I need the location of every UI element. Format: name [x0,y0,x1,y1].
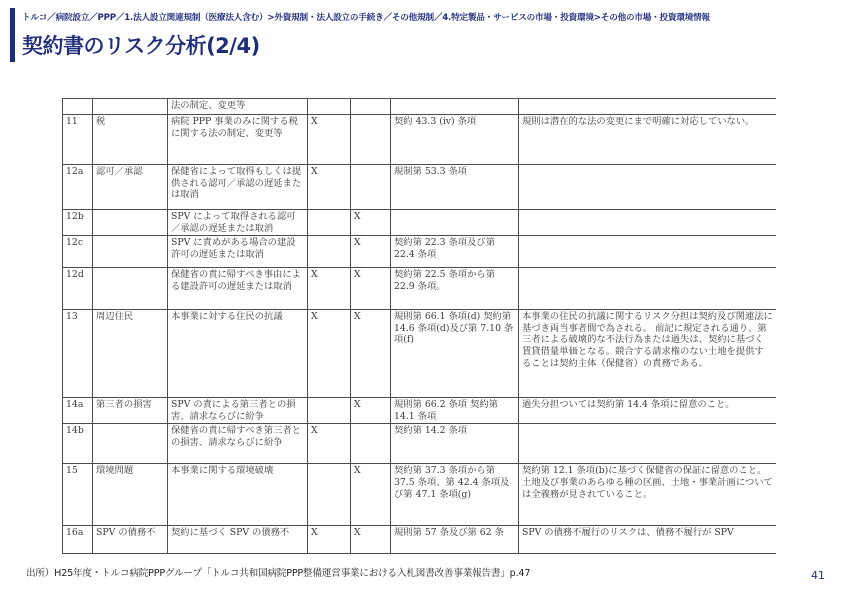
risk-category-cell: 税 [93,115,168,165]
risk-description-cell: 保健省の責に帰すべき第三者との損害、請求ならびに紛争 [168,424,308,464]
risk-description-cell: 本事業に対する住民の抗議 [168,310,308,398]
burden-ministry-mark-cell: X [308,268,351,310]
burden-spv-mark-cell: X [351,310,391,398]
table-row [63,398,777,424]
risk-description-cell: 法の制定、変更等 [168,99,308,115]
risk-category-cell: 環境問題 [93,464,168,526]
table-row [63,268,777,310]
risk-description-cell: 病院 PPP 事業のみに関する税に関する法の制定、変更等 [168,115,308,165]
page-number: 41 [811,569,825,582]
table-row [63,526,777,554]
burden-spv-mark-cell [351,165,391,210]
risk-category-cell: 認可／承認 [93,165,168,210]
clause-reference-cell: 規則第 66.1 条項(d) 契約第 14.6 条項(d)及び第 7.10 条項(f) [391,310,519,398]
breadcrumb: トルコ／病院設立／PPP／1.法人設立関連規制（医療法人含む）>外資規制・法人設立の手続き／その他規制／4.特定製品・サービスの市場・投資環境>その他の市場・投資環境情報 [22,13,710,23]
risk-number-cell: 15 [63,464,93,526]
title-accent-bar [10,8,15,62]
risk-category-cell [93,424,168,464]
clause-reference-cell [391,210,519,236]
risk-description-cell: SPV によって取得される認可／承認の遅延または取消 [168,210,308,236]
remarks-cell: 本事業の住民の抗議に関するリスク分担は契約及び関連法に基づき両当事者間で為される。 前記に規定される通り、第三者による破壊的な不法行為または過失は、契約に基づく賃貸借量単価となる。競合する請求権のない土地を提供することは契約主体（保健省）の責務である。 [519,310,777,398]
burden-spv-mark-cell [351,424,391,464]
burden-spv-mark-cell: X [351,464,391,526]
clause-reference-cell [391,99,519,115]
remarks-cell [519,165,777,210]
risk-number-cell: 12c [63,236,93,268]
burden-ministry-mark-cell: X [308,115,351,165]
risk-number-cell: 12b [63,210,93,236]
risk-description-cell: 保健省によって取得もしくは提供される認可／承認の遅延または取消 [168,165,308,210]
risk-analysis-table [62,98,776,554]
risk-description-cell: 本事業に関する環境破壊 [168,464,308,526]
burden-spv-mark-cell: X [351,236,391,268]
risk-number-cell: 13 [63,310,93,398]
risk-category-cell: 周辺住民 [93,310,168,398]
remarks-cell: SPV の債務不履行のリスクは、債務不履行が SPV [519,526,777,554]
scanned-table-image [62,98,776,554]
clause-reference-cell: 契約第 22.5 条項から第 22.9 条項。 [391,268,519,310]
table-row [63,165,777,210]
page-title: 契約書のリスク分析(2/4) [22,34,260,58]
risk-number-cell: 11 [63,115,93,165]
risk-description-cell: SPV に責めがある場合の建設許可の遅延または取消 [168,236,308,268]
clause-reference-cell: 規則第 57 条及び第 62 条 [391,526,519,554]
clause-reference-cell: 規制第 53.3 条項 [391,165,519,210]
clause-reference-cell: 契約 43.3 (iv) 条項 [391,115,519,165]
burden-spv-mark-cell: X [351,268,391,310]
risk-number-cell: 12d [63,268,93,310]
remarks-cell: 契約第 12.1 条項(b)に基づく保健省の保証に留意のこと。 土地及び事業のあらゆる種の区画、土地・事業計画については全義務が見されていること。 [519,464,777,526]
risk-number-cell: 14b [63,424,93,464]
burden-ministry-mark-cell [308,464,351,526]
remarks-cell [519,236,777,268]
table-row [63,236,777,268]
burden-ministry-mark-cell: X [308,310,351,398]
risk-category-cell [93,210,168,236]
risk-description-cell: 保健省の責に帰すべき事由による建設許可の遅延または取消 [168,268,308,310]
remarks-cell: 規則は潜在的な法の変更にまで明確に対応していない。 [519,115,777,165]
remarks-cell: 過失分担ついては契約第 14.4 条項に留意のこと。 [519,398,777,424]
table-row [63,424,777,464]
risk-number-cell: 14a [63,398,93,424]
risk-number-cell [63,99,93,115]
risk-description-cell: SPV の責による第三者との損害、請求ならびに紛争 [168,398,308,424]
risk-category-cell: SPV の債務不 [93,526,168,554]
table-row [63,99,777,115]
table-row [63,464,777,526]
remarks-cell [519,268,777,310]
risk-description-cell: 契約に基づく SPV の債務不 [168,526,308,554]
burden-spv-mark-cell: X [351,210,391,236]
remarks-cell [519,99,777,115]
remarks-cell [519,424,777,464]
burden-ministry-mark-cell: X [308,165,351,210]
risk-category-cell [93,99,168,115]
clause-reference-cell: 契約第 14.2 条項 [391,424,519,464]
risk-category-cell [93,268,168,310]
burden-ministry-mark-cell: X [308,526,351,554]
clause-reference-cell: 規則第 66.2 条項 契約第 14.1 条項 [391,398,519,424]
burden-ministry-mark-cell [308,236,351,268]
burden-spv-mark-cell: X [351,398,391,424]
source-note: 出所）H25年度・トルコ病院PPPグループ「トルコ共和国病院PPP整備運営事業における入札図書改善事業報告書」p.47 [26,568,531,579]
clause-reference-cell: 契約第 37.3 条項から第 37.5 条項、第 42.4 条項及び第 47.1 条項(g) [391,464,519,526]
clause-reference-cell: 契約第 22.3 条項及び第 22.4 条項 [391,236,519,268]
table-row [63,210,777,236]
burden-ministry-mark-cell: X [308,424,351,464]
burden-ministry-mark-cell [308,398,351,424]
table-row [63,310,777,398]
burden-ministry-mark-cell [308,99,351,115]
burden-spv-mark-cell [351,115,391,165]
risk-number-cell: 12a [63,165,93,210]
remarks-cell [519,210,777,236]
risk-category-cell: 第三者の損害 [93,398,168,424]
risk-category-cell [93,236,168,268]
burden-spv-mark-cell: X [351,526,391,554]
table-row [63,115,777,165]
risk-number-cell: 16a [63,526,93,554]
burden-spv-mark-cell [351,99,391,115]
burden-ministry-mark-cell [308,210,351,236]
